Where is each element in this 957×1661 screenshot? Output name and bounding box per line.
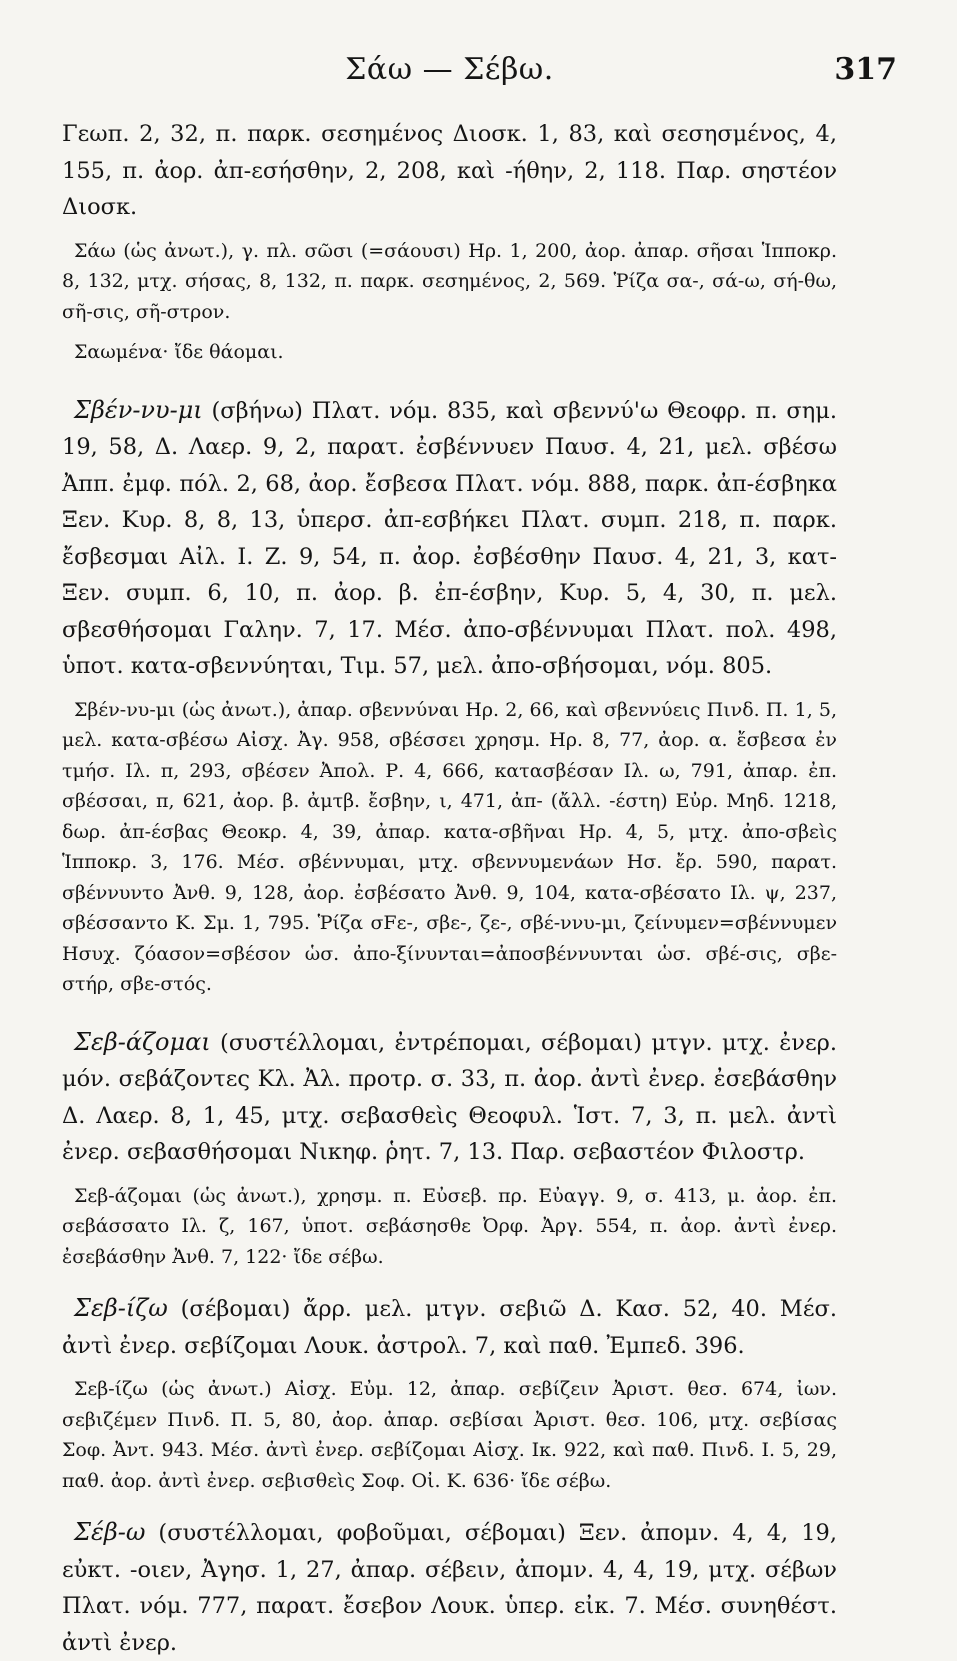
entry-sebizw [62,1290,837,1364]
entry-saw-continuation: Γεωπ. 2, 32, π. παρκ. σεσημένος Διοσκ. 1, 83, καὶ σεσησμένος, 4, 155, π. ἀορ. ἀπ-εσήσθην, 2, 208, καὶ -ήθην, 2, 118. Παρ. σηστέον Διοσκ. [62,121,837,220]
page-number: 317 [834,52,897,87]
entry-body: (συστέλλομαι, φοβοῦμαι, σέβομαι) Ξεν. ἀπομν. 4, 4, 19, εὐκτ. -οιεν, Ἀγησ. 1, 27, ἀπαρ. σέβειν, ἀπομν. 4, 4, 19, μτχ. σέβων Πλατ. νόμ. 777, παρατ. ἔσεβον Λουκ. ὑπερ. εἰκ. 7. Μέσ. συνηθέστ. ἀντὶ ἐνερ. [62,1520,837,1656]
headword: Σεβ-ίζω [74,1294,168,1322]
entry-sebw [62,1514,837,1661]
headword: Σβέν-νυ-μι [74,395,203,424]
entry-sebazomai-poetic-note: Σεβ-άζομαι (ὡς ἀνωτ.), χρησμ. π. Εὐσεβ. πρ. Εὐαγγ. 9, σ. 413, μ. ἀορ. ἐπ. σεβάσσατο Ιλ. ζ, 167, ὑποτ. σεβάσησθε Ὀρφ. Ἀργ. 554, π. ἀορ. ἀντὶ ἐνερ. ἐσεβάσθην Ἀνθ. 7, 122· ἴδε σέβω. [62,1184,837,1268]
entry-sbennymi-poetic-note: Σβέν-νυ-μι (ὡς ἀνωτ.), ἀπαρ. σβεννύναι Ηρ. 2, 66, καὶ σβεννύεις Πινδ. Π. 1, 5, μελ. κατα-σβέσω Αἰσχ. Ἀγ. 958, σβέσσει χρησμ. Ηρ. 8, 77, ἀορ. α. ἔσβεσα ἐν τμήσ. Ιλ. π, 293, σβέσεν Ἀπολ. Ρ. 4, 666, κατασβέσαν Ιλ. ω, 791, ἀπαρ. ἐπ. σβέσσαι, π, 621, ἀορ. β. ἀμτβ. ἔσβην, ι, 471, ἀπ- (ἄλλ. -έστη) Εὐρ. Μηδ. 1218, δωρ. ἀπ-έσβας Θεοκρ. 4, 39, ἀπαρ. κατα-σβῆναι Ηρ. 4, 5, μτχ. ἀπο-σβεὶς Ἱπποκρ. 3, 176. Μέσ. σβέννυμαι, μτχ. σβεννυμενάων Ησ. ἔρ. 590, παρατ. σβέννυντο Ἀνθ. 9, 128, ἀορ. ἐσβέσατο Ἀνθ. 9, 104, κατα-σβέσατο Ιλ. ψ, 237, σβέσσαντο Κ. Σμ. 1, 795. Ῥίζα σFε-, σβε-, ζε-, σβέ-ννυ-μι, ζείνυμεν=σβέννυμεν Ησυχ. ζόασον=σβέσον ὡσ. ἀπο-ξίνυνται=ἀποσβέννυνται ὡσ. σβέ-σις, σβε-στήρ, σβε-στός. [62,698,837,995]
entry-saw-poetic-note: Σάω (ὡς ἀνωτ.), γ. πλ. σῶσι (=σάουσι) Ηρ. 1, 200, ἀορ. ἀπαρ. σῆσαι Ἱπποκρ. 8, 132, μτχ. σήσας, 8, 132, π. παρκ. σεσημένος, 2, 569. Ῥίζα σα-, σά-ω, σή-θω, σῆ-σις, σῆ-στρον. [62,239,837,323]
entry-body: (σβήνω) Πλατ. νόμ. 835, καὶ σβεννύ'ω Θεοφρ. π. σημ. 19, 58, Δ. Λαερ. 9, 2, παρατ. ἐσβέννυεν Παυσ. 4, 21, μελ. σβέσω Ἀππ. ἐμφ. πόλ. 2, 68, ἀορ. ἔσβεσα Πλατ. νόμ. 888, παρκ. ἀπ-έσβηκα Ξεν. Κυρ. 8, 8, 13, ὑπερσ. ἀπ-εσβήκει Πλατ. συμπ. 218, π. παρκ. ἔσβεσμαι Αἰλ. Ι. Ζ. 9, 54, π. ἀορ. ἐσβέσθην Παυσ. 4, 21, 3, κατ- Ξεν. συμπ. 6, 10, π. ἀορ. β. ἐπ-έσβην, Κυρ. 5, 4, 30, π. μελ. σβεσθήσομαι Γαλην. 7, 17. Μέσ. ἀπο-σβέννυμαι Πλατ. πολ. 498, ὑποτ. κατα-σβεννύηται, Τιμ. 57, μελ. ἀπο-σβήσομαι, νόμ. 805. [62,397,838,679]
entry-sbennymi [62,392,837,685]
entry-sebazomai [62,1024,837,1171]
headword: Σεβ-άζομαι [74,1027,211,1056]
headword: Σέβ-ω [74,1518,146,1546]
entry-saomena-crossref: Σαωμένα· ἴδε θάομαι. [74,341,284,363]
entry-body: (συστέλλομαι, ἐντρέπομαι, σέβομαι) μτγν. μτχ. ἐνερ. μόν. σεβάζοντες Κλ. Ἀλ. προτρ. σ. 33, π. ἀορ. ἀντὶ ἐνερ. ἐσεβάσθην Δ. Λαερ. 8, 1, 45, μτχ. σεβασθεὶς Θεοφυλ. Ἱστ. 7, 3, π. μελ. ἀντὶ ἐνερ. σεβασθήσομαι Νικηφ. ῥητ. 7, 13. Παρ. σεβαστέον Φιλοστρ. [62,1029,837,1165]
entry-body: (σέβομαι) ἄρρ. μελ. μτγν. σεβιῶ Δ. Κασ. 52, 40. Μέσ. ἀντὶ ἐνερ. σεβίζομαι Λουκ. ἀστρολ. 7, καὶ παθ. Ἐμπεδ. 396. [62,1296,838,1359]
page-title: Σάω — Σέβω. [345,52,554,87]
running-header [62,52,897,104]
entry-sebizw-poetic-note: Σεβ-ίζω (ὡς ἀνωτ.) Αἰσχ. Εὐμ. 12, ἀπαρ. σεβίζειν Ἀριστ. θεσ. 674, ἰων. σεβιζέμεν Πινδ. Π. 5, 80, ἀορ. ἀπαρ. σεβίσαι Ἀριστ. θεσ. 106, μτχ. σεβίσας Σοφ. Ἀντ. 943. Μέσ. ἀντὶ ἐνερ. σεβίζομαι Αἰσχ. Ικ. 922, καὶ παθ. Πινδ. Ι. 5, 29, παθ. ἀορ. ἀντὶ ἐνερ. σεβισθεὶς Σοφ. Οἰ. Κ. 636· ἴδε σέβω. [62,1378,837,1492]
